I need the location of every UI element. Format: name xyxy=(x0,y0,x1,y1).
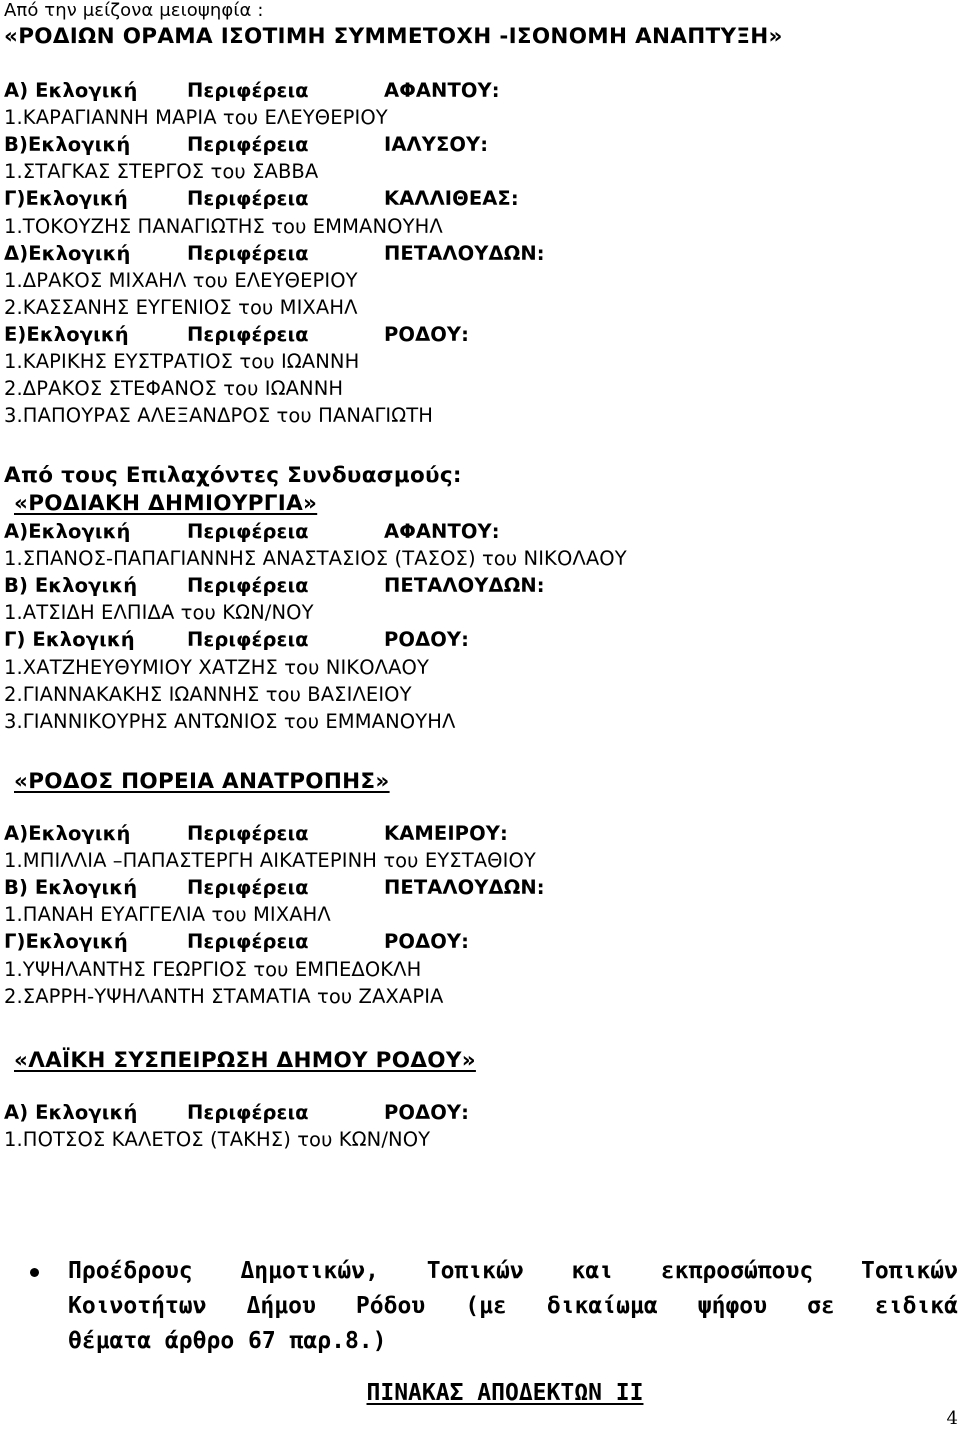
region-c3: ΡΟΔΟΥ: xyxy=(384,322,470,346)
bullet-line: θέματα άρθρο 67 παρ.8.) xyxy=(68,1328,387,1354)
candidate-name: 1.ΥΨΗΛΑΝΤΗΣ ΓΕΩΡΓΙΟΣ του ΕΜΠΕΔΟΚΛΗ xyxy=(4,957,422,981)
candidate-name: 1.ΠΟΤΣΟΣ ΚΑΛΕΤΟΣ (ΤΑΚΗΣ) του ΚΩΝ/ΝΟΥ xyxy=(4,1128,431,1152)
region-c3: ΠΕΤΑΛΟΥΔΩΝ: xyxy=(384,574,545,598)
party-title-3: «ΡΟΔΟΣ ΠΟΡΕΙΑ ΑΝΑΤΡΟΠΗΣ» xyxy=(14,769,390,794)
region-c1: Γ) Εκλογική xyxy=(4,628,135,652)
region-c2: Περιφέρεια xyxy=(187,574,309,598)
region-header xyxy=(4,518,954,545)
region-c2: Περιφέρεια xyxy=(187,876,309,900)
candidate-name: 1.ΤΟΚΟΥΖΗΣ ΠΑΝΑΓΙΩΤΗΣ του ΕΜΜΑΝΟΥΗΛ xyxy=(4,214,443,238)
region-c2: Περιφέρεια xyxy=(187,322,309,346)
region-c2: Περιφέρεια xyxy=(187,133,309,157)
region-c3: ΠΕΤΑΛΟΥΔΩΝ: xyxy=(384,876,545,900)
region-c1: Α)Εκλογική xyxy=(4,520,131,543)
region-header xyxy=(4,626,954,653)
region-header xyxy=(4,77,954,104)
candidate-name: 3.ΠΑΠΟΥΡΑΣ ΑΛΕΞΑΝΔΡΟΣ του ΠΑΝΑΓΙΩΤΗ xyxy=(4,404,434,428)
region-header xyxy=(4,820,954,847)
bullet-paragraph xyxy=(68,1254,958,1359)
region-c3: ΠΕΤΑΛΟΥΔΩΝ: xyxy=(384,241,545,265)
region-c1: Α) Εκλογική xyxy=(4,79,138,102)
region-c1: Β) Εκλογική xyxy=(4,574,138,598)
page-number: 4 xyxy=(946,1408,958,1429)
region-c2: Περιφέρεια xyxy=(187,628,309,652)
region-c3: ΡΟΔΟΥ: xyxy=(384,1101,470,1124)
region-c3: ΑΦΑΝΤΟΥ: xyxy=(384,79,500,102)
candidate-name: 1.ΧΑΤΖΗΕΥΘΥΜΙΟΥ ΧΑΤΖΗΣ του ΝΙΚΟΛΑΟΥ xyxy=(4,655,429,679)
region-c1: Γ)Εκλογική xyxy=(4,930,128,954)
region-c2: Περιφέρεια xyxy=(187,520,309,543)
candidate-name: 1.ΔΡΑΚΟΣ ΜΙΧΑΗΛ του ΕΛΕΥΘΕΡΙΟΥ xyxy=(4,268,358,292)
region-c3: ΚΑΜΕΙΡΟΥ: xyxy=(384,822,508,845)
candidate-name: 1.ΚΑΡΑΓΙΑΝΝΗ ΜΑΡΙΑ του ΕΛΕΥΘΕΡΙΟΥ xyxy=(4,106,388,130)
party-title-2: «ΡΟΔΙΑΚΗ ΔΗΜΙΟΥΡΓΙΑ» xyxy=(14,491,318,516)
region-c1: Δ)Εκλογική xyxy=(4,241,131,265)
region-c2: Περιφέρεια xyxy=(187,241,309,265)
region-c2: Περιφέρεια xyxy=(187,1101,309,1124)
table-title: ΠΙΝΑΚΑΣ ΑΠΟΔΕΚΤΩΝ ΙΙ xyxy=(366,1380,644,1406)
region-c3: ΡΟΔΟΥ: xyxy=(384,930,470,954)
candidate-name: 1.ΣΠΑΝΟΣ-ΠΑΠΑΓΙΑΝΝΗΣ ΑΝΑΣΤΑΣΙΟΣ (ΤΑΣΟΣ) του ΝΙΚΟΛΑΟΥ xyxy=(4,547,627,571)
region-c3: ΚΑΛΛΙΘΕΑΣ: xyxy=(384,187,519,211)
region-c2: Περιφέρεια xyxy=(187,79,309,102)
intro-text: Από την μείζονα μειοψηφία : xyxy=(4,0,264,21)
candidate-name: 3.ΓΙΑΝΝΙΚΟΥΡΗΣ ΑΝΤΩΝΙΟΣ του ΕΜΜΑΝΟΥΗΛ xyxy=(4,709,456,733)
region-c1: Α)Εκλογική xyxy=(4,822,131,845)
party-title-1: «ΡΟΔΙΩΝ ΟΡΑΜΑ ΙΣΟΤΙΜΗ ΣΥΜΜΕΤΟΧΗ -ΙΣΟΝΟΜΗ ΑΝΑΠΤΥΞΗ» xyxy=(4,24,783,49)
region-c1: Α) Εκλογική xyxy=(4,1101,138,1124)
region-header xyxy=(4,928,954,955)
region-header xyxy=(4,321,954,348)
candidate-name: 2.ΔΡΑΚΟΣ ΣΤΕΦΑΝΟΣ του ΙΩΑΝΝΗ xyxy=(4,377,344,401)
bullet-line: Κοινοτήτων Δήμου Ρόδου (με δικαίωμα ψήφου σε ειδικά xyxy=(68,1293,958,1319)
region-header xyxy=(4,131,954,158)
candidate-name: 2.ΣΑΡΡΗ-ΥΨΗΛΑΝΤΗ ΣΤΑΜΑΤΙΑ του ΖΑΧΑΡΙΑ xyxy=(4,984,444,1008)
candidate-name: 1.ΣΤΑΓΚΑΣ ΣΤΕΡΓΟΣ του ΣΑΒΒΑ xyxy=(4,160,319,184)
region-c1: Γ)Εκλογική xyxy=(4,187,128,211)
party-title-4: «ΛΑΪΚΗ ΣΥΣΠΕΙΡΩΣΗ ΔΗΜΟΥ ΡΟΔΟΥ» xyxy=(14,1048,476,1073)
region-header xyxy=(4,572,954,599)
candidate-name: 1.ΠΑΝΑΗ ΕΥΑΓΓΕΛΙΑ του ΜΙΧΑΗΛ xyxy=(4,903,331,927)
region-header xyxy=(4,185,954,212)
region-c3: ΡΟΔΟΥ: xyxy=(384,628,470,652)
region-c1: Β)Εκλογική xyxy=(4,133,131,157)
region-c1: Β) Εκλογική xyxy=(4,876,138,900)
region-c3: ΙΑΛΥΣΟΥ: xyxy=(384,133,489,157)
region-header xyxy=(4,1099,954,1126)
region-header xyxy=(4,874,954,901)
bullet-icon xyxy=(30,1268,39,1277)
region-header xyxy=(4,240,954,267)
region-c2: Περιφέρεια xyxy=(187,930,309,954)
region-c2: Περιφέρεια xyxy=(187,822,309,845)
region-c2: Περιφέρεια xyxy=(187,187,309,211)
region-c1: Ε)Εκλογική xyxy=(4,322,129,346)
region-c3: ΑΦΑΝΤΟΥ: xyxy=(384,520,500,543)
candidate-name: 1.ΚΑΡΙΚΗΣ ΕΥΣΤΡΑΤΙΟΣ του ΙΩΑΝΝΗ xyxy=(4,350,360,373)
section-heading: Από τους Επιλαχόντες Συνδυασμούς: xyxy=(4,463,462,488)
bullet-line: Προέδρους Δημοτικών, Τοπικών και εκπροσώπους Τοπικών xyxy=(68,1258,958,1284)
candidate-name: 1.ΑΤΣΙΔΗ ΕΛΠΙΔΑ του ΚΩΝ/ΝΟΥ xyxy=(4,601,314,625)
candidate-name: 2.ΓΙΑΝΝΑΚΑΚΗΣ ΙΩΑΝΝΗΣ του ΒΑΣΙΛΕΙΟΥ xyxy=(4,682,412,706)
candidate-name: 2.ΚΑΣΣΑΝΗΣ ΕΥΓΕΝΙΟΣ του ΜΙΧΑΗΛ xyxy=(4,295,358,319)
candidate-name: 1.ΜΠΙΛΛΙΑ –ΠΑΠΑΣΤΕΡΓΗ ΑΙΚΑΤΕΡΙΝΗ του ΕΥΣΤΑΘΙΟΥ xyxy=(4,849,536,873)
